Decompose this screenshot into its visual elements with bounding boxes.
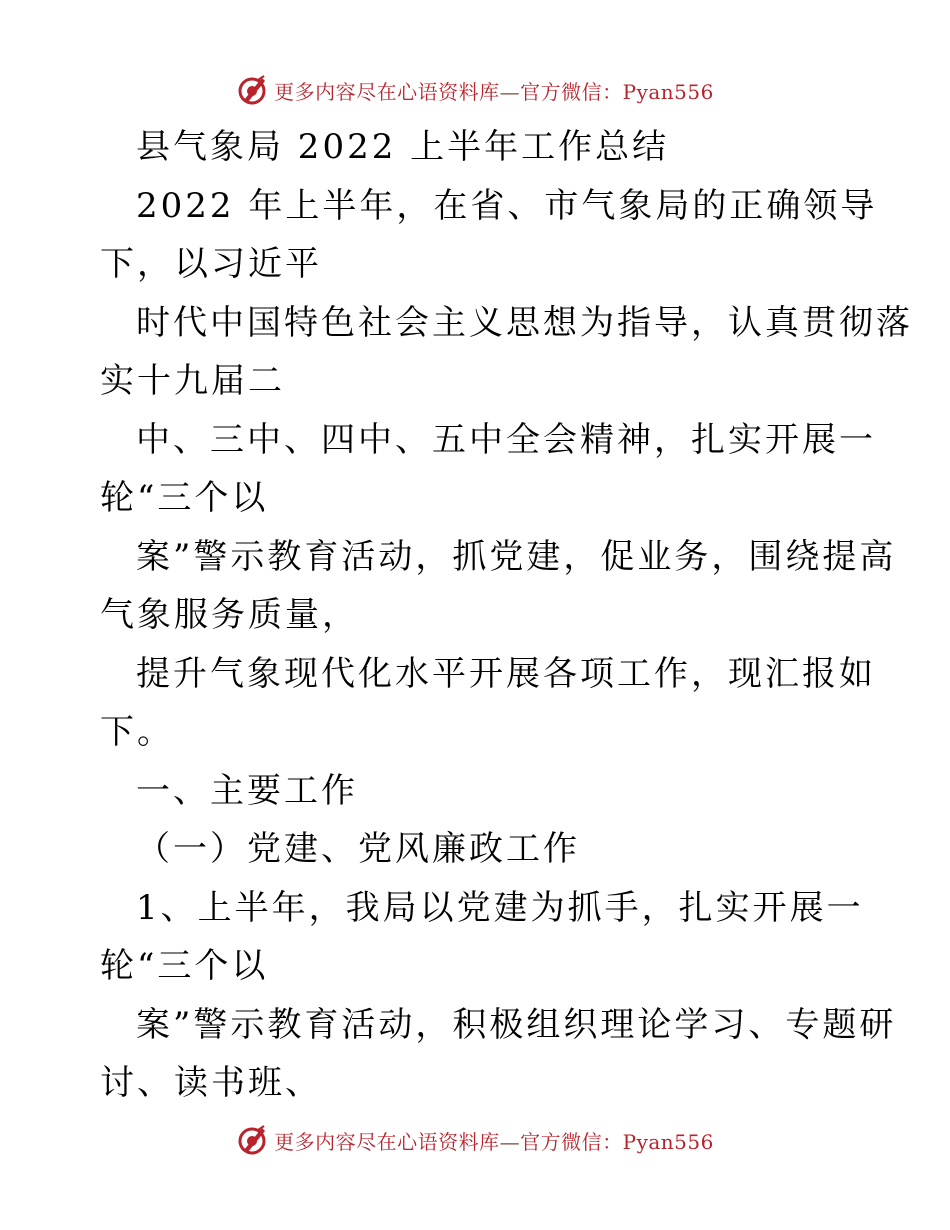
paragraph-line: 下，以习近平 — [100, 244, 322, 284]
paragraph-line: 2022 年上半年，在省、市气象局的正确领导 — [136, 185, 878, 226]
paragraph-line: 实十九届二 — [100, 361, 285, 401]
header-banner-text — [274, 76, 714, 105]
quill-seal-icon — [236, 1124, 268, 1156]
footer-banner-wechat: 官方微信：Pyan556 — [520, 1129, 714, 1154]
paragraph-line: 中、三中、四中、五中全会精神，扎实开展一 — [136, 419, 876, 460]
paragraph-line: 时代中国特色社会主义思想为指导，认真贯彻落 — [136, 302, 913, 343]
paragraph-line: 下。 — [100, 712, 174, 752]
paragraph-line: 案”警示教育活动，积极组织理论学习、专题研 — [136, 1004, 897, 1045]
paragraph-line: 轮“三个以 — [100, 478, 269, 518]
paragraph-line: 气象服务质量， — [100, 595, 359, 635]
paragraph-line: 1、上半年，我局以党建为抓手，扎实开展一 — [136, 887, 864, 928]
subsection-heading: （一）党建、党风廉政工作 — [136, 829, 580, 869]
paragraph-line: 提升气象现代化水平开展各项工作，现汇报如 — [136, 653, 876, 694]
paragraph-line: 案”警示教育活动，抓党建，促业务，围绕提高 — [136, 536, 897, 577]
paragraph-line: 讨、读书班、 — [100, 1063, 322, 1103]
footer-banner-title: 更多内容尽在心语资料库 — [274, 1129, 500, 1154]
header-banner-title: 更多内容尽在心语资料库 — [274, 79, 500, 104]
footer-banner-text — [274, 1126, 714, 1155]
header-banner-separator: — — [499, 79, 521, 104]
section-heading: 一、主要工作 — [136, 770, 358, 811]
paragraph-line: 轮“三个以 — [100, 946, 269, 986]
quill-seal-icon — [236, 74, 268, 106]
footer-banner-separator: — — [499, 1129, 521, 1154]
document-title: 县气象局 2022 上半年工作总结 — [136, 127, 670, 167]
footer-banner — [0, 1120, 950, 1160]
header-banner — [0, 70, 950, 110]
header-banner-wechat: 官方微信：Pyan556 — [520, 79, 714, 104]
document-body — [100, 118, 913, 1113]
